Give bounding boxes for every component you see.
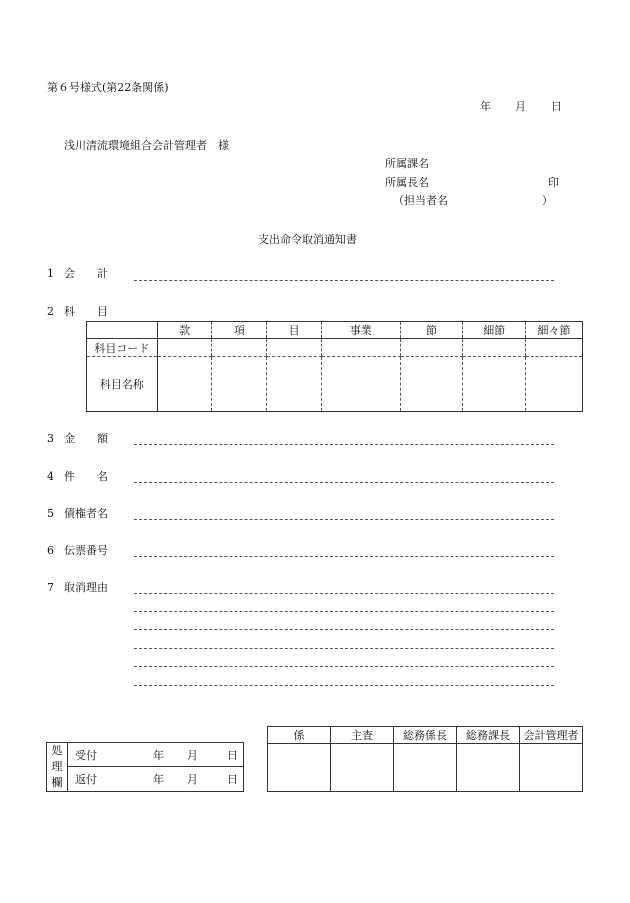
item-label-account: 会 計: [64, 267, 108, 280]
return-label: 返付: [75, 773, 97, 787]
header-setsu: 節: [400, 322, 463, 339]
reason-line[interactable]: [134, 666, 554, 667]
stamp-cell[interactable]: [457, 744, 520, 792]
name-cell[interactable]: [212, 357, 267, 412]
header-kan: 款: [157, 322, 212, 339]
reason-line[interactable]: [134, 685, 554, 686]
code-cell[interactable]: [463, 339, 526, 357]
slip-number-field[interactable]: [134, 556, 554, 557]
code-cell[interactable]: [321, 339, 400, 357]
item-label-slip: 伝票番号: [64, 544, 108, 557]
stamp-cell[interactable]: [520, 744, 583, 792]
date-month: 月: [515, 100, 526, 113]
item-number: 6: [47, 544, 54, 557]
item-number: 5: [47, 507, 54, 520]
date-day: 日: [551, 100, 562, 113]
approval-header-somu-kakaricho: 総務係長: [394, 727, 457, 744]
item-number: 3: [47, 432, 54, 445]
item-label-subject: 科 目: [64, 305, 108, 318]
name-cell[interactable]: [400, 357, 463, 412]
code-cell[interactable]: [212, 339, 267, 357]
seal-mark: 印: [548, 176, 559, 189]
item-label-reason: 取消理由: [64, 581, 108, 594]
approval-header-somu-kacho: 総務課長: [457, 727, 520, 744]
item-label-subject-name: 件 名: [64, 470, 108, 483]
approval-table: [267, 726, 583, 792]
reason-line[interactable]: [134, 611, 554, 612]
name-cell[interactable]: [463, 357, 526, 412]
approval-header-kakari: 係: [268, 727, 331, 744]
item-number: 1: [47, 267, 54, 280]
name-cell[interactable]: [526, 357, 583, 412]
receipt-label: 受付: [75, 748, 97, 762]
code-cell[interactable]: [400, 339, 463, 357]
item-label-amount: 金 額: [64, 432, 108, 445]
header-moku: 目: [267, 322, 322, 339]
name-cell[interactable]: [267, 357, 322, 412]
code-cell[interactable]: [267, 339, 322, 357]
receipt-row[interactable]: 受付 年 月 日: [68, 743, 244, 767]
date-year: 年: [480, 100, 491, 113]
chief-label: 所属長名: [385, 176, 429, 189]
name-cell[interactable]: [157, 357, 212, 412]
code-cell[interactable]: [526, 339, 583, 357]
item-number: 2: [47, 305, 54, 318]
reason-line[interactable]: [134, 648, 554, 649]
amount-field[interactable]: [134, 444, 554, 445]
person-label: （担当者名: [393, 194, 448, 207]
item-number: 7: [47, 581, 54, 594]
form-number: 第６号様式(第22条関係): [47, 81, 169, 94]
stamp-cell[interactable]: [331, 744, 394, 792]
processing-label: 処 理 欄: [47, 743, 68, 792]
dept-label: 所属課名: [385, 157, 429, 170]
reason-line[interactable]: [134, 629, 554, 630]
approval-header-shusa: 主査: [331, 727, 394, 744]
header-kou: 項: [212, 322, 267, 339]
code-cell[interactable]: [157, 339, 212, 357]
approval-header-kaikei: 会計管理者: [520, 727, 583, 744]
header-saisetsu: 細節: [463, 322, 526, 339]
stamp-cell[interactable]: [394, 744, 457, 792]
subject-table: [86, 321, 583, 412]
return-row[interactable]: 返付 年 月 日: [75, 773, 238, 787]
item-number: 4: [47, 470, 54, 483]
stamp-cell[interactable]: [268, 744, 331, 792]
reason-line[interactable]: [134, 593, 554, 594]
header-saisaisetsu: 細々節: [526, 322, 583, 339]
addressee: 浅川清流環境組合会計管理者 様: [64, 139, 229, 152]
name-cell[interactable]: [321, 357, 400, 412]
item-label-creditor: 債権者名: [64, 507, 108, 520]
form-title: 支出命令取消通知書: [258, 233, 357, 246]
account-field[interactable]: [134, 280, 554, 281]
person-close: ）: [542, 194, 553, 207]
subject-name-field[interactable]: [134, 482, 554, 483]
subject-corner-cell: [87, 322, 158, 339]
row-label-code: 科目コード: [87, 339, 158, 357]
header-jigyou: 事業: [321, 322, 400, 339]
creditor-field[interactable]: [134, 519, 554, 520]
processing-box: [46, 742, 244, 792]
row-label-name: 科目名称: [87, 357, 158, 412]
